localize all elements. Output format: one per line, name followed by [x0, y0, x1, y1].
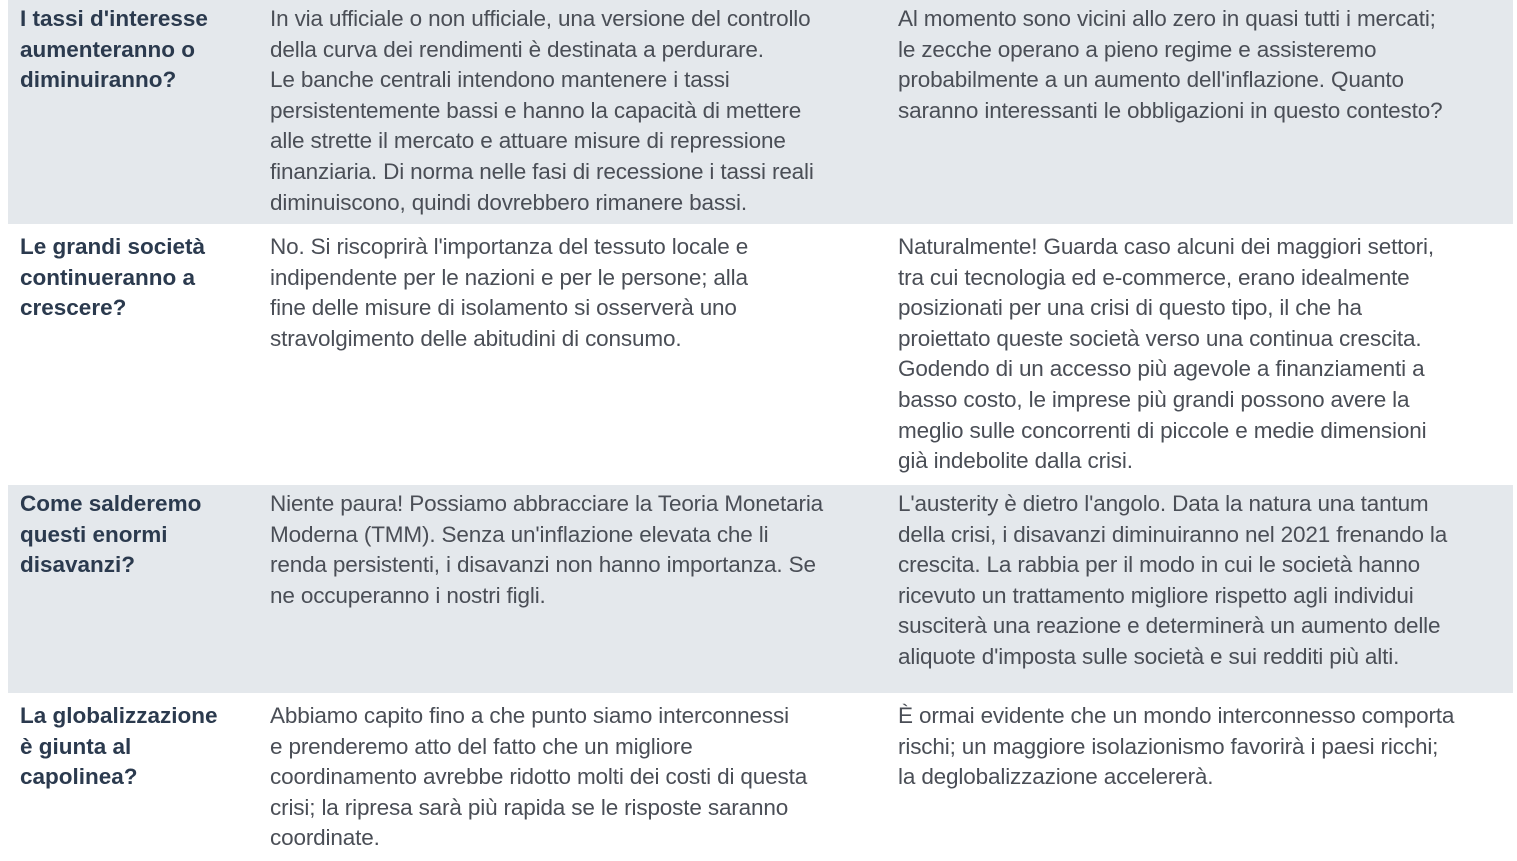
- answer-line: le zecche operano a pieno regime e assisteremo: [898, 36, 1377, 62]
- answer-line: Abbiamo capito fino a che punto siamo interconnessi: [270, 703, 789, 728]
- answer-line: L'austerity è dietro l'angolo. Data la natura una tantum: [898, 491, 1429, 516]
- question-line: questi enormi: [20, 521, 168, 547]
- answer-b-cell: [898, 232, 1434, 477]
- answer-line: e prenderemo atto del fatto che un migliore: [270, 733, 693, 759]
- answer-a-cell: [270, 489, 823, 611]
- answer-line: finanziaria. Di norma nelle fasi di recessione i tassi reali: [270, 158, 814, 184]
- answer-line: alle strette il mercato e attuare misure di repressione: [270, 128, 786, 154]
- answer-line: Moderna (TMM). Senza un'inflazione elevata che li: [270, 521, 769, 547]
- question-cell: [20, 489, 201, 581]
- question-line: crescere?: [20, 295, 127, 321]
- question-line: disavanzi?: [20, 552, 136, 578]
- answer-line: basso costo, le imprese più grandi possono avere la: [898, 386, 1410, 412]
- answer-line: meglio sulle concorrenti di piccole e medie dimensioni: [898, 417, 1427, 443]
- answer-line: crescita. La rabbia per il modo in cui le società hanno: [898, 552, 1421, 578]
- answer-line: Le banche centrali intendono mantenere i tassi: [270, 67, 730, 93]
- answer-b-cell: [898, 489, 1447, 673]
- answer-line: diminuiscono, quindi dovrebbero rimanere bassi.: [270, 189, 747, 215]
- question-cell: [20, 4, 208, 96]
- answer-line: della crisi, i disavanzi diminuiranno nel 2021 frenando la: [898, 521, 1448, 547]
- answer-line: Niente paura! Possiamo abbracciare la Teoria Monetaria: [270, 491, 824, 516]
- answer-line: fine delle misure di isolamento si osserverà uno: [270, 295, 737, 321]
- table-row: [8, 0, 1513, 224]
- answer-line: indipendente per le nazioni e per le persone; alla: [270, 264, 748, 290]
- question-cell: [20, 232, 205, 324]
- answer-line: Godendo di un accesso più agevole a finanziamenti a: [898, 356, 1425, 382]
- table-row: [8, 485, 1513, 693]
- answer-a-cell: [270, 232, 748, 354]
- question-line: Come salderemo: [20, 491, 202, 516]
- answer-line: Al momento sono vicini allo zero in quasi tutti i mercati;: [898, 6, 1436, 31]
- answer-line: coordinamento avrebbe ridotto molti dei costi di questa: [270, 764, 808, 790]
- question-line: Le grandi società: [20, 234, 206, 259]
- answer-line: stravolgimento delle abitudini di consumo.: [270, 325, 682, 351]
- table-row: [8, 228, 1513, 481]
- question-line: diminuiranno?: [20, 67, 177, 93]
- answer-line: susciterà una reazione e determinerà un aumento delle: [898, 613, 1441, 639]
- answer-line: posizionati per una crisi di questo tipo, il che ha: [898, 295, 1362, 321]
- answer-a-cell: [270, 4, 814, 218]
- answer-line: della curva dei rendimenti è destinata a perdurare.: [270, 36, 764, 62]
- answer-line: la deglobalizzazione accelererà.: [898, 764, 1214, 790]
- answer-line: ne occuperanno i nostri figli.: [270, 582, 546, 608]
- answer-line: proiettato queste società verso una continua crescita.: [898, 325, 1422, 351]
- answer-line: In via ufficiale o non ufficiale, una versione del controllo: [270, 6, 811, 31]
- question-line: aumenteranno o: [20, 36, 196, 62]
- question-line: continueranno a: [20, 264, 196, 290]
- answer-line: persistentemente bassi e hanno la capacità di mettere: [270, 97, 802, 123]
- question-line: capolinea?: [20, 764, 138, 790]
- answer-b-cell: [898, 701, 1454, 793]
- answer-line: ricevuto un trattamento migliore rispetto agli individui: [898, 582, 1414, 608]
- answer-line: crisi; la ripresa sarà più rapida se le risposte saranno: [270, 794, 789, 820]
- answer-line: aliquote d'imposta sulle società e sui redditi più alti.: [898, 643, 1400, 669]
- answer-b-cell: [898, 4, 1442, 126]
- answer-line: tra cui tecnologia ed e-commerce, erano idealmente: [898, 264, 1410, 290]
- question-cell: [20, 701, 218, 793]
- answer-line: renda persistenti, i disavanzi non hanno importanza. Se: [270, 552, 816, 578]
- answer-line: Naturalmente! Guarda caso alcuni dei maggiori settori,: [898, 234, 1434, 259]
- answer-line: È ormai evidente che un mondo interconnesso comporta: [898, 703, 1455, 728]
- comparison-table: [8, 0, 1513, 861]
- answer-line: coordinate.: [270, 825, 380, 851]
- question-line: è giunta al: [20, 733, 132, 759]
- answer-a-cell: [270, 701, 807, 854]
- answer-line: saranno interessanti le obbligazioni in questo contesto?: [898, 97, 1443, 123]
- answer-line: rischi; un maggiore isolazionismo favorirà i paesi ricchi;: [898, 733, 1439, 759]
- answer-line: già indebolite dalla crisi.: [898, 448, 1133, 474]
- answer-line: No. Si riscoprirà l'importanza del tessuto locale e: [270, 234, 749, 259]
- question-line: La globalizzazione: [20, 703, 218, 728]
- table-row: [8, 697, 1513, 861]
- question-line: I tassi d'interesse: [20, 6, 208, 31]
- answer-line: probabilmente a un aumento dell'inflazione. Quanto: [898, 67, 1404, 93]
